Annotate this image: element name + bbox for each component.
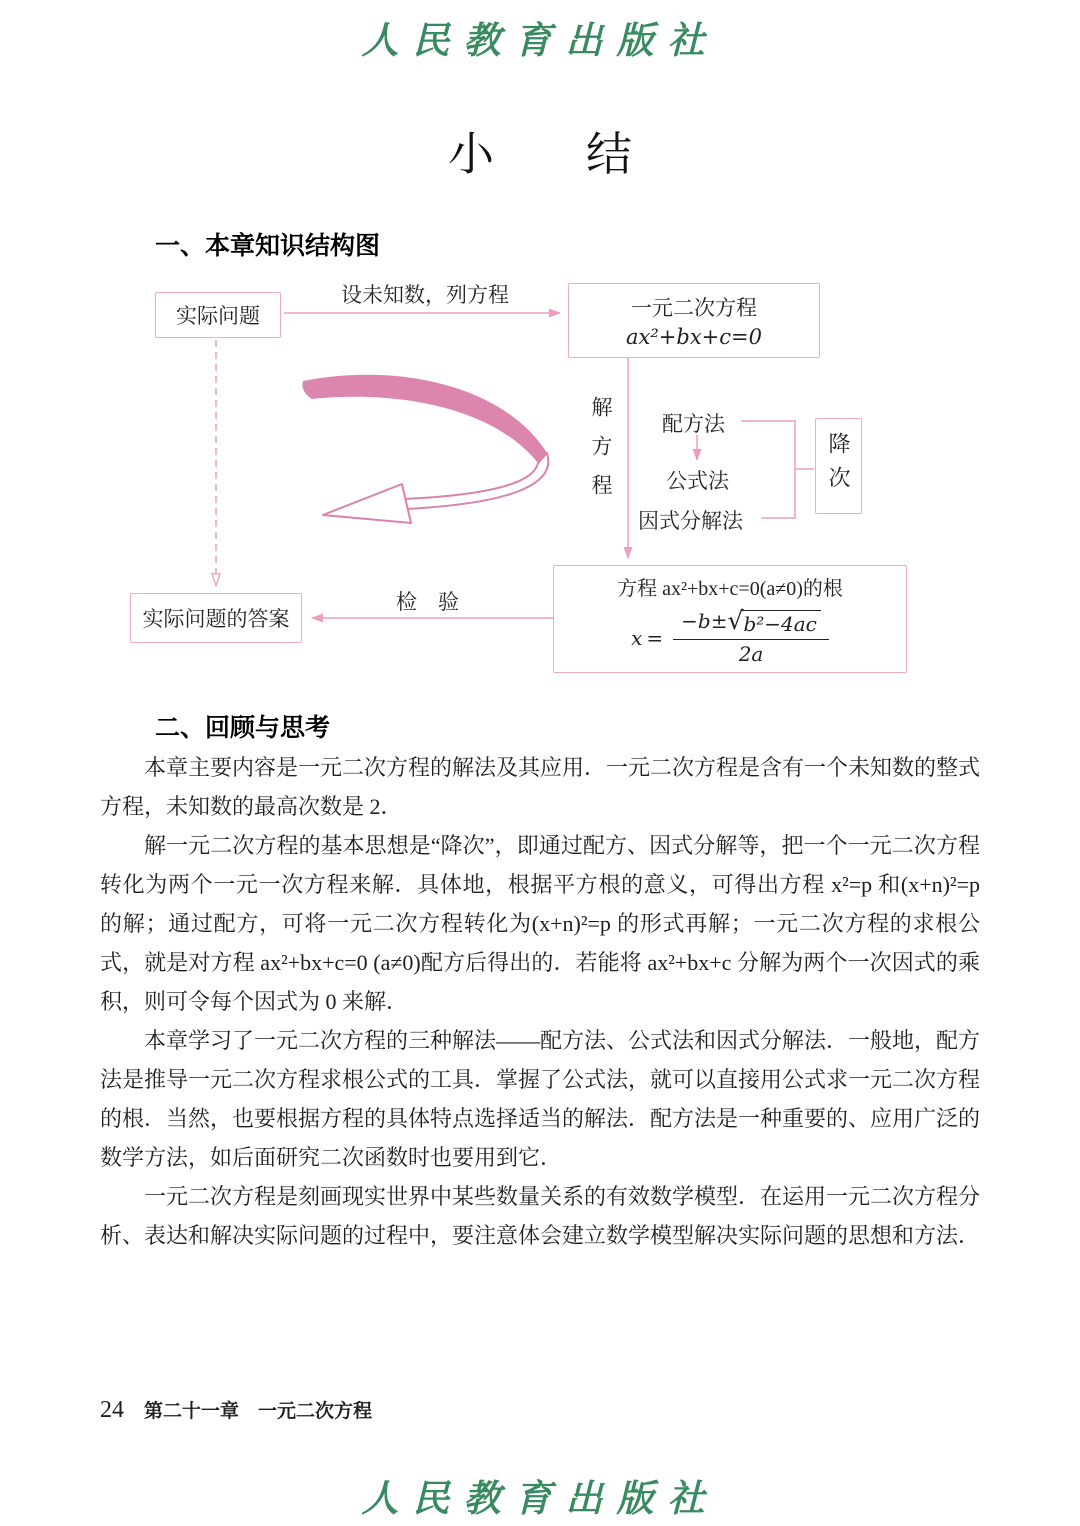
roots-title: 方程 ax²+bx+c=0(a≠0)的根 [617,578,843,600]
sqrt-expression [727,606,821,636]
swoosh-arrow-band [404,453,548,509]
roots-formula-equals: = [646,626,664,650]
review-text-block [100,748,980,1255]
box-answer [130,593,302,643]
swoosh-arrow-body [302,375,547,463]
review-paragraph: 本章主要内容是一元二次方程的解法及其应用．一元二次方程是含有一个未知数的整式方程，未知数的最高次数是 2． [100,755,981,819]
page-footer [100,1396,372,1424]
box-quadratic-equation [568,283,820,358]
label-method-gongshi: 公式法 [666,469,729,493]
publisher-footer: 人民教育出版社 [361,1476,719,1520]
label-solve-equation: 解方程 [589,396,613,513]
box-reduce-degree [815,418,862,514]
label-method-yinshi: 因式分解法 [638,509,743,533]
roots-formula [631,606,829,666]
label-check: 检 验 [396,590,459,614]
section-heading-structure: 一、本章知识结构图 [155,232,381,260]
box-roots [553,565,907,673]
sqrt-radicand: b²−4ac [741,610,820,636]
label-setup-unknowns: 设未知数，列方程 [341,283,509,307]
roots-formula-numerator [673,606,829,640]
roots-formula-denominator: 2a [738,642,764,666]
box-quadratic-equation-formula: ax²+bx+c=0 [626,325,762,349]
review-paragraph: 一元二次方程是刻画现实世界中某些数量关系的有效数学模型．在运用一元二次方程分析、表达和解决实际问题的过程中，要注意体会建立数学模型解决实际问题的思想和方法． [100,1184,981,1248]
swoosh-arrowhead [323,484,411,523]
box-reduce-degree-label: 降次 [826,432,851,500]
box-actual-problem-label: 实际问题 [176,304,260,328]
box-actual-problem [155,292,281,338]
roots-formula-lhs: x [631,626,643,650]
publisher-header: 人民教育出版社 [361,18,719,62]
roots-formula-fraction [673,606,829,666]
review-paragraph: 本章学习了一元二次方程的三种解法——配方法、公式法和因式分解法．一般地，配方法是推导一元二次方程求根公式的工具．掌握了公式法，就可以直接用公式求一元二次方程的根．当然，也要根据方程的具体特点选择适当的解法．配方法是一种重要的、应用广泛的数学方法，如后面研究二次函数时也要用到它． [100,1028,981,1170]
chapter-title: 第二十一章 一元二次方程 [144,1401,373,1422]
section-heading-review: 二、回顾与思考 [155,714,331,742]
page-title: 小 结 [448,129,632,180]
box-quadratic-equation-title: 一元二次方程 [631,296,757,320]
bracket-to-reduce [741,421,795,518]
review-paragraph: 解一元二次方程的基本思想是“降次”，即通过配方、因式分解等，把一个一元二次方程转化为两个一元一次方程来解．具体地，根据平方根的意义，可得出方程 x²=p 和(x+n)²=p 的解；通过配方，可将一元二次方程转化为(x+n)²=p 的形式再解；一元二次方程的求根公式，就是对方程 ax²+bx+c=0 (a≠0)配方后得出的．若能将 ax²+bx+c 分解为两个一次因式的乘积，则可令每个因式为 0 来解． [100,833,980,1014]
sqrt-symbol: √ [727,606,744,635]
page-number: 24 [100,1397,124,1423]
box-answer-label: 实际问题的答案 [142,607,290,631]
label-method-peifang: 配方法 [662,412,725,436]
roots-formula-num-prefix: −b± [681,609,728,633]
